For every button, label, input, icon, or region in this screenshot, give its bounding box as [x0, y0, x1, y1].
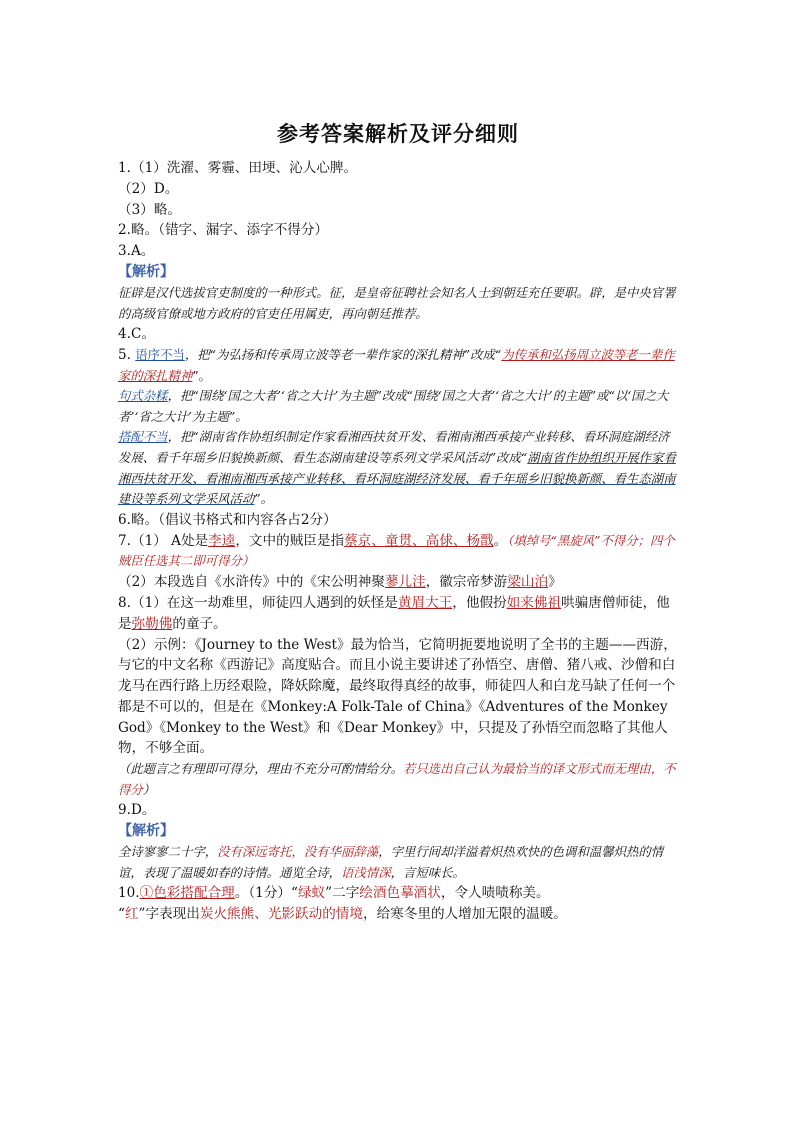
q10-p2-mid: ”字表现出	[138, 906, 200, 923]
q4-answer-text: 4.C。	[118, 326, 155, 343]
q7-p1-pre: 7.（1） A处是	[118, 532, 209, 549]
q10-fire-scene: 炭火熊熊、光影跃动的情境	[199, 906, 363, 923]
q8-note-pre: （此题言之有理即可得分，理由不充分可酌情给分。	[118, 761, 403, 777]
q5-error-3-fix: 湖南省作协组织开展作家看湘西扶贫开发、看湘南湘西承接产业转移、看环洞庭湖经济发展、看千年瑶乡旧貌换新颜、看生态湖南建设等系列文学采风活动	[118, 449, 676, 507]
q1-answer-1: 1.（1）洗濯、雾霾、田埂、沁人心脾。	[118, 160, 358, 176]
q8-part-1	[118, 593, 678, 635]
q7-liang-shan-po: 梁山泊	[507, 574, 549, 591]
q10-red-word: 红	[124, 906, 139, 923]
q10-color-match: ①色彩搭配合理	[139, 885, 235, 902]
q7-part-2	[118, 572, 678, 593]
q10-p1-end: ，令人啧啧称美。	[440, 885, 550, 902]
q10-green-ant: 绿蚁	[297, 885, 326, 902]
q7-p1-mid: ，文中的贼臣是指	[235, 532, 345, 549]
q8-note-red: 若只选出自己认为最恰当的译文形式而无理由，不得分	[118, 761, 676, 797]
page-title: 参考答案解析及评分细则	[277, 122, 519, 146]
q9-e-pre: 全诗寥寥二十字，	[118, 844, 218, 860]
q5-number: 5.	[118, 346, 136, 363]
q5-error-1-post: ”。	[192, 367, 212, 383]
q9-analysis-text	[118, 842, 678, 883]
q9-e-red2: 语浅情深	[341, 864, 391, 880]
q7-p2-pre: （2）本段选自《水浒传》中的《宋公明神聚	[118, 574, 385, 591]
q9-e-red1: 没有深远寄托，没有华丽辞藻	[217, 844, 379, 860]
q5-error-3	[118, 427, 678, 509]
q1-answer-3: （3）略。	[118, 201, 182, 218]
q8-p1-mid2: 哄骗唐僧师徒，他是	[118, 594, 670, 632]
q3-analysis-label: 【解析】	[118, 263, 174, 280]
q8-part-2: （2）示例：《Journey to the West》最为恰当，它简明扼要地说明了全书的主题——西游，与它的中文名称《西游记》高度贴合。而且小说主要讲述了孙悟空、唐僧、猪八戒、沙僧和白龙马在西行路上历经艰险，降妖除魔，最终取得真经的故事，师徒四人和白龙马缺了任何一个都是不可以的，但是在《Monkey:A Folk-Tale of China》《Adventures of the Monkey God》《Monkey to the West》和《Dear Monkey》中，只提及了孙悟空而忽略了其他人物，不够全面。	[118, 636, 677, 757]
q7-p1-end: 。	[493, 532, 508, 549]
q5-error-2	[118, 386, 678, 427]
q8-p1-end: 的童子。	[172, 615, 227, 632]
q7-li-kui: 李逵	[208, 532, 236, 549]
q8-p1-pre: 8.（1）在这一劫难里，师徒四人遇到的妖怪是	[118, 594, 398, 611]
q5-error-2-text: ，把“围绕‘国之大者’‘省之大计’为主题”改成“围绕‘国之大者’‘省之大计’的主题”或“以‘国之大者’‘省之大计’为主题”。	[118, 388, 669, 424]
q8-rulai-buddha: 如来佛祖	[506, 594, 562, 611]
q10-p1-mid: 。（1分）“	[234, 885, 298, 902]
q10-p2-end: ，给寒冬里的人增加无限的温暖。	[363, 906, 567, 923]
q9-e-end: ，言短味长。	[390, 864, 465, 880]
q9-answer: 9.D。	[118, 802, 156, 819]
q8-note-end: ）	[142, 781, 156, 797]
q10-depict-wine: 绘酒色摹酒状	[359, 885, 441, 902]
q10-part-2	[118, 904, 678, 925]
q1-answer-2: （2）D。	[118, 180, 179, 197]
answer-page	[118, 118, 678, 925]
q10-part-1	[118, 883, 678, 904]
q5-error-1-fix: 为传承和弘扬周立波等老一辈作家的深扎精神	[118, 346, 675, 383]
q10-p1-mid2: ”二字	[325, 885, 360, 902]
q5-error-2-tag: 句式杂糅	[118, 388, 168, 404]
q5-error-1-pre: ，把“为弘扬和传承周立波等老一辈作家的深扎精神”改成“	[184, 346, 502, 362]
q5-error-3-tag: 搭配不当	[118, 429, 168, 445]
q7-part-1	[118, 531, 678, 573]
q8-p1-mid: ，他假扮	[452, 594, 507, 611]
q8-maitreya: 弥勒佛	[131, 615, 173, 632]
q10-p1-pre: 10.	[118, 885, 140, 902]
q5-error-1-tag: 语序不当	[135, 346, 185, 362]
q7-note: （填绰号“黑旋风”不得分；四个贼臣任选其二即可得分）	[118, 532, 675, 569]
q7-traitor-names: 蔡京、童贯、高俅、杨戬	[344, 532, 494, 549]
q10-p2-pre: “	[118, 906, 125, 923]
q7-p2-end: 》	[548, 574, 562, 591]
q7-liao-er-wa: 蓼儿洼	[384, 574, 426, 591]
q4-answer	[118, 324, 678, 345]
q8-note	[118, 759, 678, 800]
q5-error-3-pre: ，把“湖南省作协组织制定作家看湘西扶贫开发、看湘南湘西承接产业转移、看环洞庭湖经济发展、看千年瑶乡旧貌换新颜、看生态湖南建设等系列文学采风活动”改成“	[118, 429, 670, 465]
q9-e-mid: ，字里行间却洋溢着炽热欢快的色调和温馨炽热的情谊，表现了温暖如春的诗情。通览全诗，	[118, 844, 664, 880]
q5-error-1	[118, 345, 678, 386]
q8-yellow-brow-king: 黄眉大王	[397, 594, 453, 611]
q6-answer: 6.略。（倡议书格式和内容各占2分）	[118, 511, 337, 528]
q2-answer: 2.略。（错字、漏字、添字不得分）	[118, 222, 329, 239]
q9-analysis-label: 【解析】	[118, 823, 174, 840]
q3-analysis-text: 征辟是汉代选拔官吏制度的一种形式。征，是皇帝征聘社会知名人士到朝廷充任要职。辟，是中央官署的高级官僚或地方政府的官吏任用属吏，再向朝廷推荐。	[118, 284, 676, 321]
q3-answer: 3.A。	[118, 243, 155, 260]
q5-error-3-post: ”。	[254, 491, 274, 507]
q7-p2-mid: ，徽宗帝梦游	[425, 574, 508, 591]
